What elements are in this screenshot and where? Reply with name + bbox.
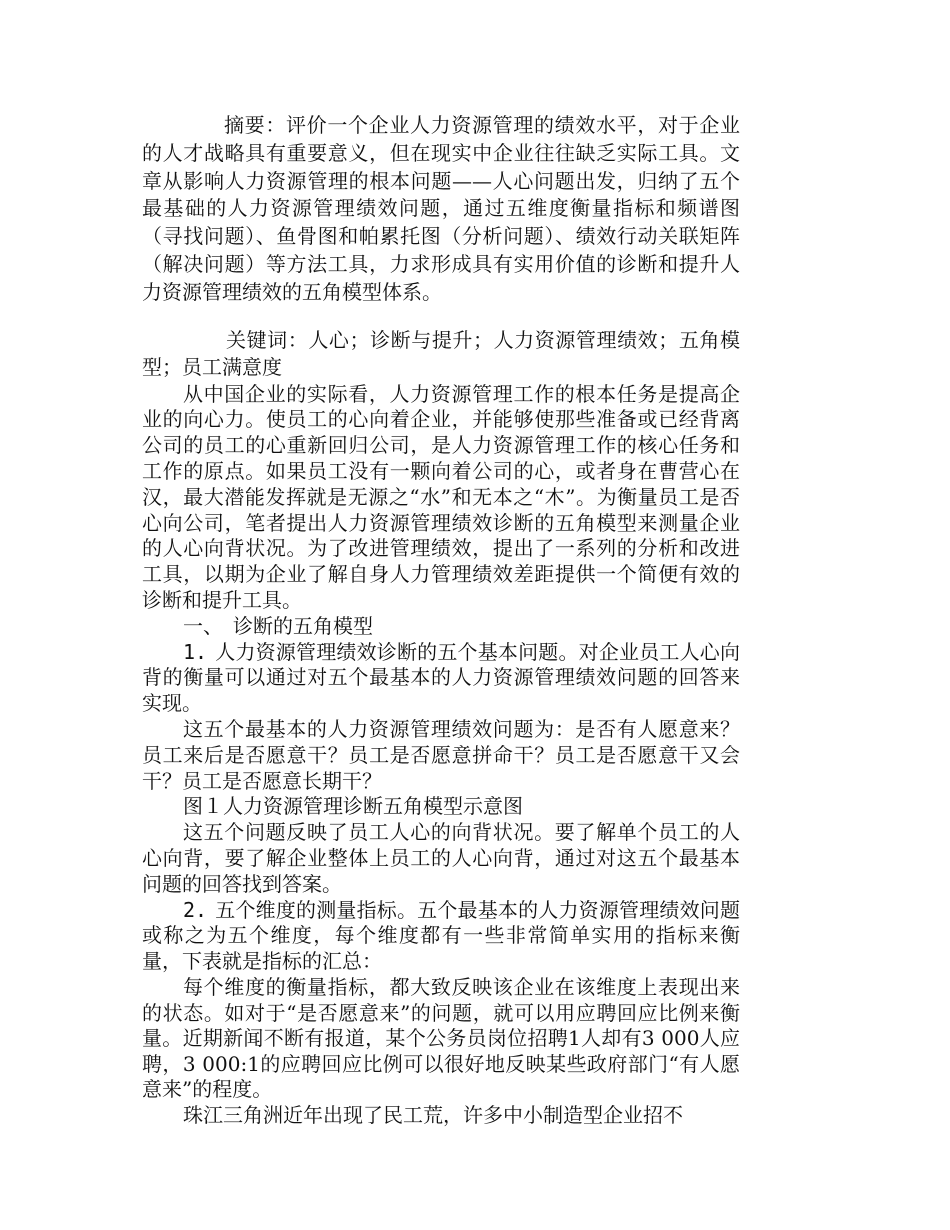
five-questions-paragraph: 这五个最基本的人力资源管理绩效问题为：是否有人愿意来？员工来后是否愿意干？员工是否愿意拼命干？员工是否愿意干又会干？员工是否愿意长期干？ — [142, 716, 740, 793]
indicators-paragraph: 每个维度的衡量指标，都大致反映该企业在该维度上表现出来的状态。如对于“是否愿意来”的问题，就可以用应聘回应比例来衡量。近期新闻不断有报道，某个公务员岗位招聘1人却有3 000人应聘，3 000:1的应聘回应比例可以很好地反映某些政府部门“有人愿意来”的程度。 — [142, 974, 740, 1102]
item-number: 1. — [183, 639, 208, 664]
numbered-item-1 — [142, 640, 740, 717]
section-heading: 一、 诊断的五角模型 — [183, 613, 373, 638]
abstract-paragraph: 摘要：评价一个企业人力资源管理的绩效水平，对于企业的人才战略具有重要意义，但在现实中企业往往缺乏实际工具。文章从影响人力资源管理的根本问题——人心问题出发，归纳了五个最基础的人力资源管理绩效问题，通过五维度衡量指标和频谱图（寻找问题）、鱼骨图和帕累托图（分析问题）、绩效行动关联矩阵（解决问题）等方法工具，力求形成具有实用价值的诊断和提升人力资源管理绩效的五角模型体系。 — [142, 113, 740, 304]
figure-caption: 图１人力资源管理诊断五角模型示意图 — [183, 794, 523, 819]
pearl-river-paragraph: 珠江三角洲近年出现了民工荒，许多中小制造型企业招不 — [183, 1102, 683, 1127]
item-number: 2. — [183, 897, 208, 922]
item-text: 人力资源管理绩效诊断的五个基本问题。对企业员工人心向背的衡量可以通过对五个最基本的人力资源管理绩效问题的回答来实现。 — [142, 639, 740, 716]
document-page — [142, 112, 740, 1129]
reflection-paragraph: 这五个问题反映了员工人心的向背状况。要了解单个员工的人心向背，要了解企业整体上员工的人心向背，通过对这五个最基本问题的回答找到答案。 — [142, 820, 740, 896]
intro-paragraph: 从中国企业的实际看，人力资源管理工作的根本任务是提高企业的向心力。使员工的心向着企业，并能够使那些准备或已经背离公司的员工的心重新回归公司，是人力资源管理工作的核心任务和工作的原点。如果员工没有一颗向着公司的心，或者身在曹营心在汉，最大潜能发挥就是无源之“水”和无本之“木”。为衡量员工是否心向公司，笔者提出人力资源管理绩效诊断的五角模型来测量企业的人心向背状况。为了改进管理绩效，提出了一系列的分析和改进工具，以期为企业了解自身人力管理绩效差距提供一个简便有效的诊断和提升工具。 — [142, 381, 740, 612]
item-text: 五个维度的测量指标。五个最基本的人力资源管理绩效问题或称之为五个维度，每个维度都有一些非常简单实用的指标来衡量，下表就是指标的汇总： — [142, 897, 740, 974]
numbered-item-2 — [142, 898, 740, 975]
keywords-paragraph: 关键词：人心；诊断与提升；人力资源管理绩效；五角模型；员工满意度 — [142, 327, 740, 380]
